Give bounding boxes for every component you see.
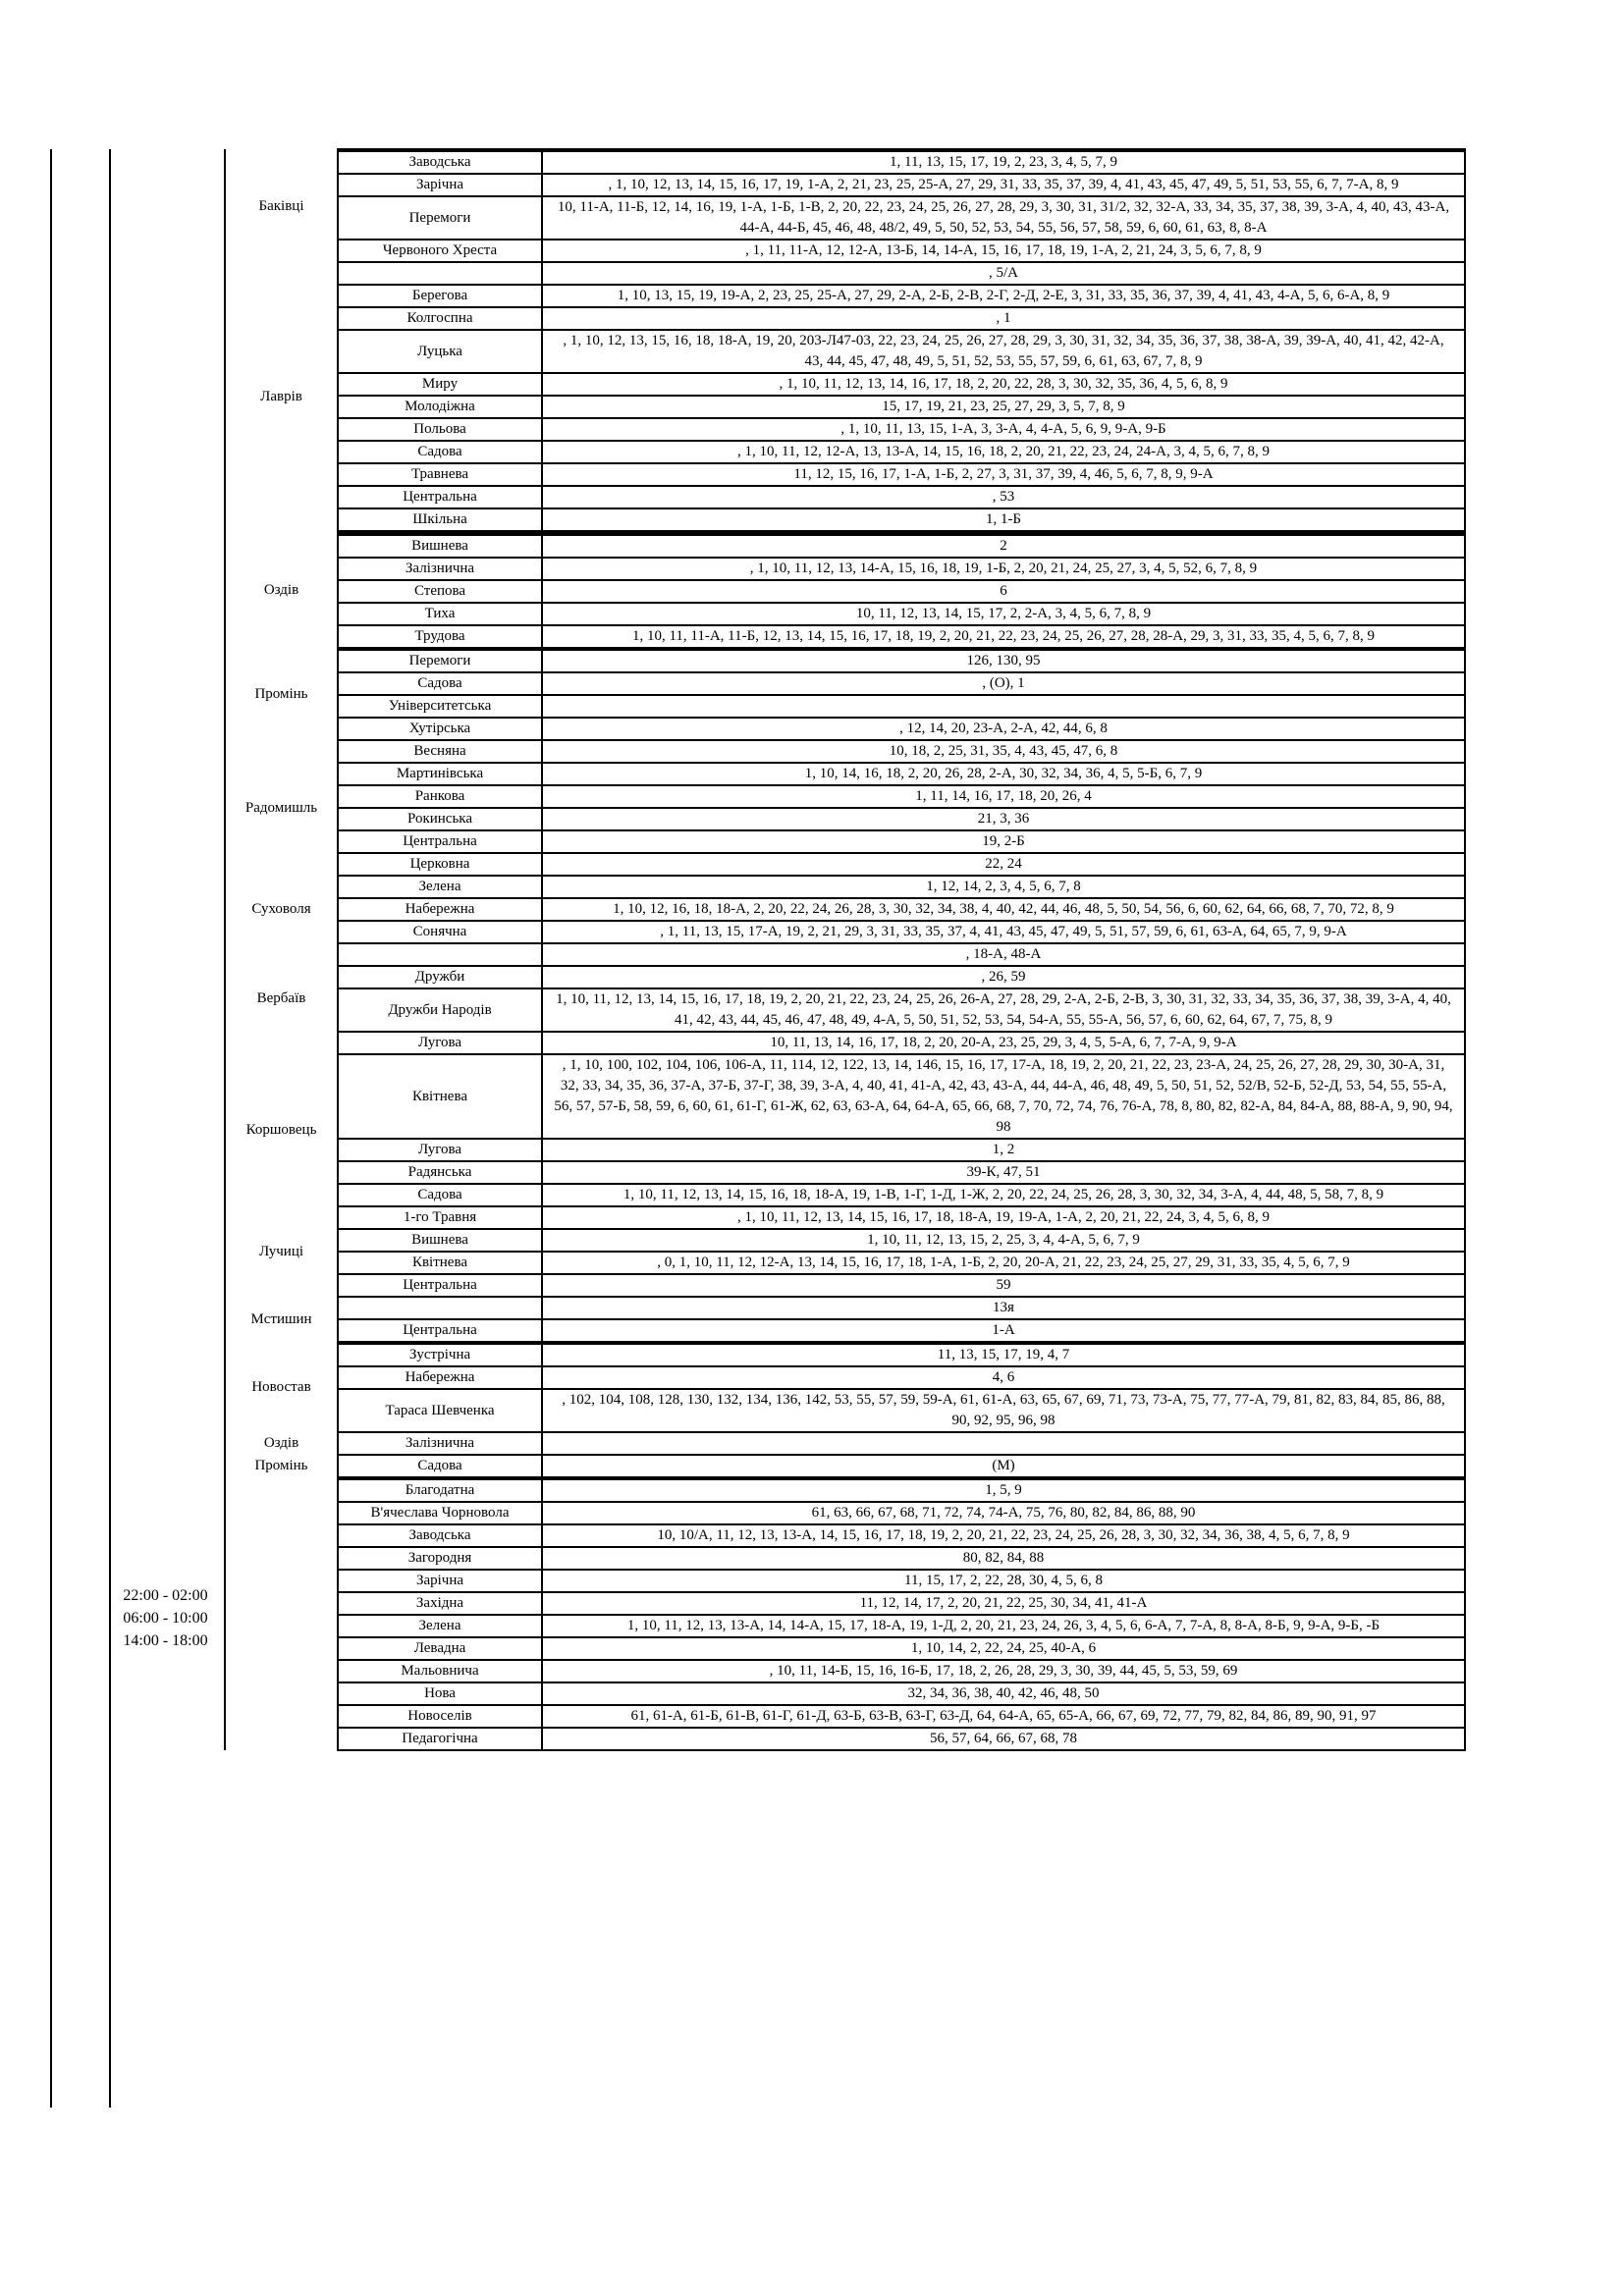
table-row (225, 943, 1465, 966)
table-row (225, 330, 1465, 373)
table-row (225, 1637, 1465, 1660)
table-row (225, 1297, 1465, 1319)
house-numbers: (М) (542, 1455, 1465, 1477)
house-numbers: , 18-А, 48-А (542, 943, 1465, 966)
street-name: Центральна (338, 1319, 542, 1342)
table-row (225, 373, 1465, 396)
house-numbers: , (О), 1 (542, 672, 1465, 695)
table-row (225, 740, 1465, 763)
village-name: Радомишль (225, 740, 338, 876)
table-row (225, 853, 1465, 876)
house-numbers: , 1 (542, 307, 1465, 330)
house-numbers: 80, 82, 84, 88 (542, 1547, 1465, 1570)
table-row (225, 1547, 1465, 1570)
house-numbers: 10, 18, 2, 25, 31, 35, 4, 43, 45, 47, 6, 8 (542, 740, 1465, 763)
street-name: Нова (338, 1682, 542, 1705)
village-name: Коршовець (225, 1054, 338, 1206)
street-name: Травнева (338, 463, 542, 486)
street-name: Центральна (338, 830, 542, 853)
street-name: Радянська (338, 1161, 542, 1184)
table-row (225, 1524, 1465, 1547)
table-row (225, 1319, 1465, 1342)
street-name: Зарічна (338, 174, 542, 196)
street-name: Залізнична (338, 1432, 542, 1455)
house-numbers: 39-К, 47, 51 (542, 1161, 1465, 1184)
table-row (225, 876, 1465, 898)
street-name: Колгоспна (338, 307, 542, 330)
house-numbers: , 1, 10, 11, 12, 13, 14, 15, 16, 17, 18, 18-А, 19, 19-А, 1-А, 2, 20, 21, 22, 24, 3, 4, 5, 6, 8, 9 (542, 1206, 1465, 1229)
street-name: Зустрічна (338, 1344, 542, 1366)
table-row (225, 1184, 1465, 1206)
table-row (225, 650, 1465, 672)
street-name: Перемоги (338, 650, 542, 672)
street-name: Молодіжна (338, 396, 542, 418)
table-row (225, 151, 1465, 174)
table-row (225, 463, 1465, 486)
table-row (225, 174, 1465, 196)
street-name: Університетська (338, 695, 542, 718)
street-name: Західна (338, 1592, 542, 1615)
street-name (338, 262, 542, 285)
house-numbers: 1, 10, 11, 12, 13, 13-А, 14, 14-А, 15, 17, 18-А, 19, 1-Д, 2, 20, 21, 23, 24, 26, 3, 4, 5, 6, 6-А, 7, 7-А, 8, 8-А, 8-Б, 9, 9-А, 9-Б, -Б (542, 1615, 1465, 1637)
table-row (225, 262, 1465, 285)
table-row (225, 1660, 1465, 1682)
house-numbers: 6 (542, 580, 1465, 603)
table-row (225, 1592, 1465, 1615)
table-row (225, 307, 1465, 330)
house-numbers: , 12, 14, 20, 23-А, 2-А, 42, 44, 6, 8 (542, 718, 1465, 740)
house-numbers: 1, 10, 11, 12, 13, 14, 15, 16, 18, 18-А, 19, 1-В, 1-Г, 1-Д, 1-Ж, 2, 20, 22, 24, 25, 26, 28, 3, 30, 32, 34, 3-А, 4, 44, 48, 5, 58, 7, 8, 9 (542, 1184, 1465, 1206)
table-row (225, 1682, 1465, 1705)
table-row (225, 418, 1465, 441)
house-numbers (542, 1432, 1465, 1455)
street-name: Рокинська (338, 808, 542, 830)
house-numbers: 1, 10, 14, 2, 22, 24, 25, 40-А, 6 (542, 1637, 1465, 1660)
street-name: Набережна (338, 1366, 542, 1389)
house-numbers: 11, 13, 15, 17, 19, 4, 7 (542, 1344, 1465, 1366)
table-row (225, 1206, 1465, 1229)
table-row (225, 196, 1465, 240)
street-name: Зелена (338, 1615, 542, 1637)
house-numbers: 11, 12, 14, 17, 2, 20, 21, 22, 25, 30, 34, 41, 41-А (542, 1592, 1465, 1615)
street-name: Тараса Шевченка (338, 1389, 542, 1432)
street-name: Мальовнича (338, 1660, 542, 1682)
house-numbers: , 1, 11, 11-А, 12, 12-А, 13-Б, 14, 14-А, 15, 16, 17, 18, 19, 1-А, 2, 21, 24, 3, 5, 6, 7, 8, 9 (542, 240, 1465, 262)
street-name: Заводська (338, 1524, 542, 1547)
house-numbers: 10, 11-А, 11-Б, 12, 14, 16, 19, 1-А, 1-Б, 1-В, 2, 20, 22, 23, 24, 25, 26, 27, 28, 29, 3, 30, 31, 31/2, 32, 32-А, 33, 34, 35, 37, 38, 39, 3-А, 4, 40, 43, 43-А, 44-А, 44-Б, 45, 46, 48, 48/2, 49, 5, 50, 52, 53, 54, 55, 56, 57, 58, 59, 6, 60, 61, 63, 8, 8-А (542, 196, 1465, 240)
house-numbers: 1, 10, 11, 11-А, 11-Б, 12, 13, 14, 15, 16, 17, 18, 19, 2, 20, 21, 22, 23, 24, 25, 26, 27, 28, 28-А, 29, 3, 31, 33, 35, 4, 5, 6, 7, 8, 9 (542, 625, 1465, 648)
village-name: Лучиці (225, 1206, 338, 1297)
street-name: Вишнева (338, 535, 542, 558)
street-name: Залізнична (338, 558, 542, 580)
house-numbers: , 0, 1, 10, 11, 12, 12-А, 13, 14, 15, 16, 17, 18, 1-А, 1-Б, 2, 20, 20-А, 21, 22, 23, 24, 25, 27, 29, 31, 33, 35, 4, 5, 6, 7, 9 (542, 1252, 1465, 1274)
house-numbers: 2 (542, 535, 1465, 558)
table-row (225, 1054, 1465, 1139)
street-name: Трудова (338, 625, 542, 648)
table-row (225, 1366, 1465, 1389)
street-name: Квітнева (338, 1054, 542, 1139)
table-row (225, 1032, 1465, 1054)
street-name: В'ячеслава Чорновола (338, 1502, 542, 1524)
house-numbers: 1, 10, 14, 16, 18, 2, 20, 26, 28, 2-А, 30, 32, 34, 36, 4, 5, 5-Б, 6, 7, 9 (542, 763, 1465, 785)
table-row (225, 672, 1465, 695)
table-row (225, 718, 1465, 740)
table-row (225, 1389, 1465, 1432)
village-name (225, 1477, 338, 1750)
house-numbers (542, 695, 1465, 718)
house-numbers: , 10, 11, 14-Б, 15, 16, 16-Б, 17, 18, 2, 26, 28, 29, 3, 30, 39, 44, 45, 5, 53, 59, 69 (542, 1660, 1465, 1682)
time-slots: 22:00 - 02:00 06:00 - 10:00 14:00 - 18:00 (123, 1587, 208, 1649)
table-row (225, 1344, 1465, 1366)
table-row (225, 966, 1465, 988)
street-name: Зелена (338, 876, 542, 898)
street-name: Центральна (338, 1274, 542, 1297)
time-column-border-line (109, 149, 111, 2108)
table-row (225, 988, 1465, 1032)
street-name: Садова (338, 672, 542, 695)
street-name: Степова (338, 580, 542, 603)
street-name: Садова (338, 1455, 542, 1477)
street-name: Миру (338, 373, 542, 396)
street-name: Хутірська (338, 718, 542, 740)
village-name: Промінь (225, 1455, 338, 1477)
village-name: Баківці (225, 151, 338, 262)
house-numbers: 13я (542, 1297, 1465, 1319)
house-numbers: 1, 10, 12, 16, 18, 18-А, 2, 20, 22, 24, 26, 28, 3, 30, 32, 34, 38, 4, 40, 42, 44, 46, 48, 5, 50, 54, 56, 6, 60, 62, 64, 66, 68, 7, 70, 72, 8, 9 (542, 898, 1465, 921)
house-numbers: 1-А (542, 1319, 1465, 1342)
street-name: Ранкова (338, 785, 542, 808)
house-numbers: , 1, 10, 11, 13, 15, 1-А, 3, 3-А, 4, 4-А, 5, 6, 9, 9-А, 9-Б (542, 418, 1465, 441)
table-row (225, 486, 1465, 508)
house-numbers: 10, 10/А, 11, 12, 13, 13-А, 14, 15, 16, 17, 18, 19, 2, 20, 21, 22, 23, 24, 25, 26, 28, 3, 30, 32, 34, 36, 38, 4, 5, 6, 7, 8, 9 (542, 1524, 1465, 1547)
house-numbers: 1, 5, 9 (542, 1479, 1465, 1502)
street-name: Шкільна (338, 508, 542, 531)
street-name: Садова (338, 1184, 542, 1206)
house-numbers: 1, 10, 11, 12, 13, 15, 2, 25, 3, 4, 4-А, 5, 6, 7, 9 (542, 1229, 1465, 1252)
house-numbers: 1, 11, 14, 16, 17, 18, 20, 26, 4 (542, 785, 1465, 808)
table-row (225, 508, 1465, 531)
street-name: Садова (338, 441, 542, 463)
village-name: Оздів (225, 1432, 338, 1455)
table-row (225, 695, 1465, 718)
house-numbers: 1, 1-Б (542, 508, 1465, 531)
street-name: Набережна (338, 898, 542, 921)
street-name: Берегова (338, 285, 542, 307)
table-row (225, 1479, 1465, 1502)
house-numbers: , 1, 10, 100, 102, 104, 106, 106-А, 11, 114, 12, 122, 13, 14, 146, 15, 16, 17, 17-А, 18, 19, 2, 20, 21, 22, 23, 23-А, 24, 25, 26, 27, 28, 29, 30, 30-А, 31, 32, 33, 34, 35, 36, 37-А, 37-Б, 37-Г, 38, 39, 3-А, 4, 40, 41, 41-А, 42, 43, 43-А, 44, 44-А, 46, 48, 49, 5, 50, 51, 52, 52/В, 52-Б, 52-Д, 53, 54, 55, 55-А, 56, 57, 57-Б, 58, 59, 6, 60, 61, 61-Г, 61-Ж, 62, 63, 63-А, 64, 64-А, 65, 66, 68, 7, 70, 72, 74, 76, 76-А, 78, 8, 80, 82, 82-А, 84, 84-А, 88, 88-А, 9, 90, 94, 98 (542, 1054, 1465, 1139)
table-row (225, 603, 1465, 625)
street-name: Перемоги (338, 196, 542, 240)
street-name: Весняна (338, 740, 542, 763)
street-name: Лугова (338, 1139, 542, 1161)
street-name: Новоселів (338, 1705, 542, 1728)
street-name: Квітнева (338, 1252, 542, 1274)
table-row (225, 1229, 1465, 1252)
table-row (225, 808, 1465, 830)
house-numbers: 1, 10, 11, 12, 13, 14, 15, 16, 17, 18, 19, 2, 20, 21, 22, 23, 24, 25, 26, 26-А, 27, 28, 29, 2-А, 2-Б, 2-В, 3, 30, 31, 32, 33, 34, 35, 36, 37, 38, 39, 3-А, 4, 40, 41, 42, 43, 44, 45, 46, 47, 48, 49, 4-А, 5, 50, 51, 52, 53, 54, 54-А, 55, 55-А, 56, 57, 6, 60, 62, 64, 67, 7, 75, 8, 9 (542, 988, 1465, 1032)
table-row (225, 285, 1465, 307)
house-numbers: , 5/А (542, 262, 1465, 285)
house-numbers: , 1, 10, 12, 13, 15, 16, 18, 18-А, 19, 20, 203-Л47-03, 22, 23, 24, 25, 26, 27, 28, 29, 3, 30, 31, 32, 34, 35, 36, 37, 38, 38-А, 39, 39-А, 40, 41, 42, 42-А, 43, 44, 45, 47, 48, 49, 5, 51, 52, 53, 55, 57, 59, 6, 61, 63, 67, 7, 8, 9 (542, 330, 1465, 373)
table-row (225, 763, 1465, 785)
house-numbers: 1, 10, 13, 15, 19, 19-А, 2, 23, 25, 25-А, 27, 29, 2-А, 2-Б, 2-В, 2-Г, 2-Д, 2-Е, 3, 31, 33, 35, 36, 37, 39, 4, 41, 43, 4-А, 5, 6, 6-А, 8, 9 (542, 285, 1465, 307)
table-row (225, 240, 1465, 262)
table-row (225, 1161, 1465, 1184)
street-name: Дружби (338, 966, 542, 988)
table-row (225, 580, 1465, 603)
street-name: Тиха (338, 603, 542, 625)
street-name (338, 943, 542, 966)
left-border-line (50, 149, 52, 2108)
house-numbers: 56, 57, 64, 66, 67, 68, 78 (542, 1728, 1465, 1750)
house-numbers: 1, 11, 13, 15, 17, 19, 2, 23, 3, 4, 5, 7, 9 (542, 151, 1465, 174)
village-name: Промінь (225, 648, 338, 740)
table-row (225, 830, 1465, 853)
street-name: 1-го Травня (338, 1206, 542, 1229)
street-name (338, 1297, 542, 1319)
street-name: Заводська (338, 151, 542, 174)
village-name: Мстишин (225, 1297, 338, 1342)
house-numbers: , 1, 11, 13, 15, 17-А, 19, 2, 21, 29, 3, 31, 33, 35, 37, 4, 41, 43, 45, 47, 49, 5, 51, 57, 59, 6, 61, 63-А, 64, 65, 7, 9, 9-А (542, 921, 1465, 943)
street-name: Луцька (338, 330, 542, 373)
house-numbers: 4, 6 (542, 1366, 1465, 1389)
village-name: Новостав (225, 1342, 338, 1432)
house-numbers: , 102, 104, 108, 128, 130, 132, 134, 136, 142, 53, 55, 57, 59, 59-А, 61, 61-А, 63, 65, 67, 69, 71, 73, 73-А, 75, 77, 77-А, 79, 81, 82, 83, 84, 85, 86, 88, 90, 92, 95, 96, 98 (542, 1389, 1465, 1432)
table-row (225, 441, 1465, 463)
table-row (225, 1728, 1465, 1750)
table-row (225, 625, 1465, 648)
street-name: Мартинівська (338, 763, 542, 785)
village-name: Вербаїв (225, 943, 338, 1054)
table-row (225, 535, 1465, 558)
table-row (225, 396, 1465, 418)
house-numbers: 1, 12, 14, 2, 3, 4, 5, 6, 7, 8 (542, 876, 1465, 898)
table-row (225, 1139, 1465, 1161)
table-row (225, 921, 1465, 943)
house-numbers: 32, 34, 36, 38, 40, 42, 46, 48, 50 (542, 1682, 1465, 1705)
street-name: Церковна (338, 853, 542, 876)
house-numbers: 15, 17, 19, 21, 23, 25, 27, 29, 3, 5, 7, 8, 9 (542, 396, 1465, 418)
house-numbers: , 26, 59 (542, 966, 1465, 988)
village-name: Оздів (225, 533, 338, 648)
house-numbers: , 53 (542, 486, 1465, 508)
house-numbers: 19, 2-Б (542, 830, 1465, 853)
house-numbers: , 1, 10, 11, 12, 13, 14-А, 15, 16, 18, 19, 1-Б, 2, 20, 21, 24, 25, 27, 3, 4, 5, 52, 6, 7, 8, 9 (542, 558, 1465, 580)
table-row (225, 898, 1465, 921)
street-name: Польова (338, 418, 542, 441)
house-numbers: 10, 11, 13, 14, 16, 17, 18, 2, 20, 20-А, 23, 25, 29, 3, 4, 5, 5-А, 6, 7, 7-А, 9, 9-А (542, 1032, 1465, 1054)
table-row (225, 785, 1465, 808)
street-name: Зарічна (338, 1570, 542, 1592)
street-name: Сонячна (338, 921, 542, 943)
house-numbers: 61, 61-А, 61-Б, 61-В, 61-Г, 61-Д, 63-Б, 63-В, 63-Г, 63-Д, 64, 64-А, 65, 65-А, 66, 67, 69, 72, 77, 79, 82, 84, 86, 89, 90, 91, 97 (542, 1705, 1465, 1728)
house-numbers: 11, 15, 17, 2, 22, 28, 30, 4, 5, 6, 8 (542, 1570, 1465, 1592)
street-name: Вишнева (338, 1229, 542, 1252)
house-numbers: 21, 3, 36 (542, 808, 1465, 830)
house-numbers: 22, 24 (542, 853, 1465, 876)
house-numbers: 10, 11, 12, 13, 14, 15, 17, 2, 2-А, 3, 4, 5, 6, 7, 8, 9 (542, 603, 1465, 625)
house-numbers: 61, 63, 66, 67, 68, 71, 72, 74, 74-А, 75, 76, 80, 82, 84, 86, 88, 90 (542, 1502, 1465, 1524)
table-row (225, 1432, 1465, 1455)
street-name: Загородня (338, 1547, 542, 1570)
outage-schedule-table (224, 148, 1466, 1751)
house-numbers: , 1, 10, 12, 13, 14, 15, 16, 17, 19, 1-А, 2, 21, 23, 25, 25-А, 27, 29, 31, 33, 35, 37, 39, 4, 41, 43, 45, 47, 49, 5, 51, 53, 55, 6, 7, 7-А, 8, 9 (542, 174, 1465, 196)
street-name: Педагогічна (338, 1728, 542, 1750)
house-numbers: 11, 12, 15, 16, 17, 1-А, 1-Б, 2, 27, 3, 31, 37, 39, 4, 46, 5, 6, 7, 8, 9, 9-А (542, 463, 1465, 486)
street-name: Левадна (338, 1637, 542, 1660)
table-row (225, 1615, 1465, 1637)
table-row (225, 1705, 1465, 1728)
house-numbers: , 1, 10, 11, 12, 12-А, 13, 13-А, 14, 15, 16, 18, 2, 20, 21, 22, 23, 24, 24-А, 3, 4, 5, 6, 7, 8, 9 (542, 441, 1465, 463)
village-name: Лаврів (225, 262, 338, 531)
street-name: Дружби Народів (338, 988, 542, 1032)
table-row (225, 1252, 1465, 1274)
street-name: Благодатна (338, 1479, 542, 1502)
table-row (225, 1274, 1465, 1297)
street-name: Лугова (338, 1032, 542, 1054)
street-name: Червоного Хреста (338, 240, 542, 262)
table-row (225, 558, 1465, 580)
house-numbers: 1, 2 (542, 1139, 1465, 1161)
table-row (225, 1570, 1465, 1592)
house-numbers: , 1, 10, 11, 12, 13, 14, 16, 17, 18, 2, 20, 22, 28, 3, 30, 32, 35, 36, 4, 5, 6, 8, 9 (542, 373, 1465, 396)
house-numbers: 126, 130, 95 (542, 650, 1465, 672)
table-row (225, 1455, 1465, 1477)
street-name: Центральна (338, 486, 542, 508)
table-row (225, 1502, 1465, 1524)
village-name: Суховоля (225, 876, 338, 943)
house-numbers: 59 (542, 1274, 1465, 1297)
